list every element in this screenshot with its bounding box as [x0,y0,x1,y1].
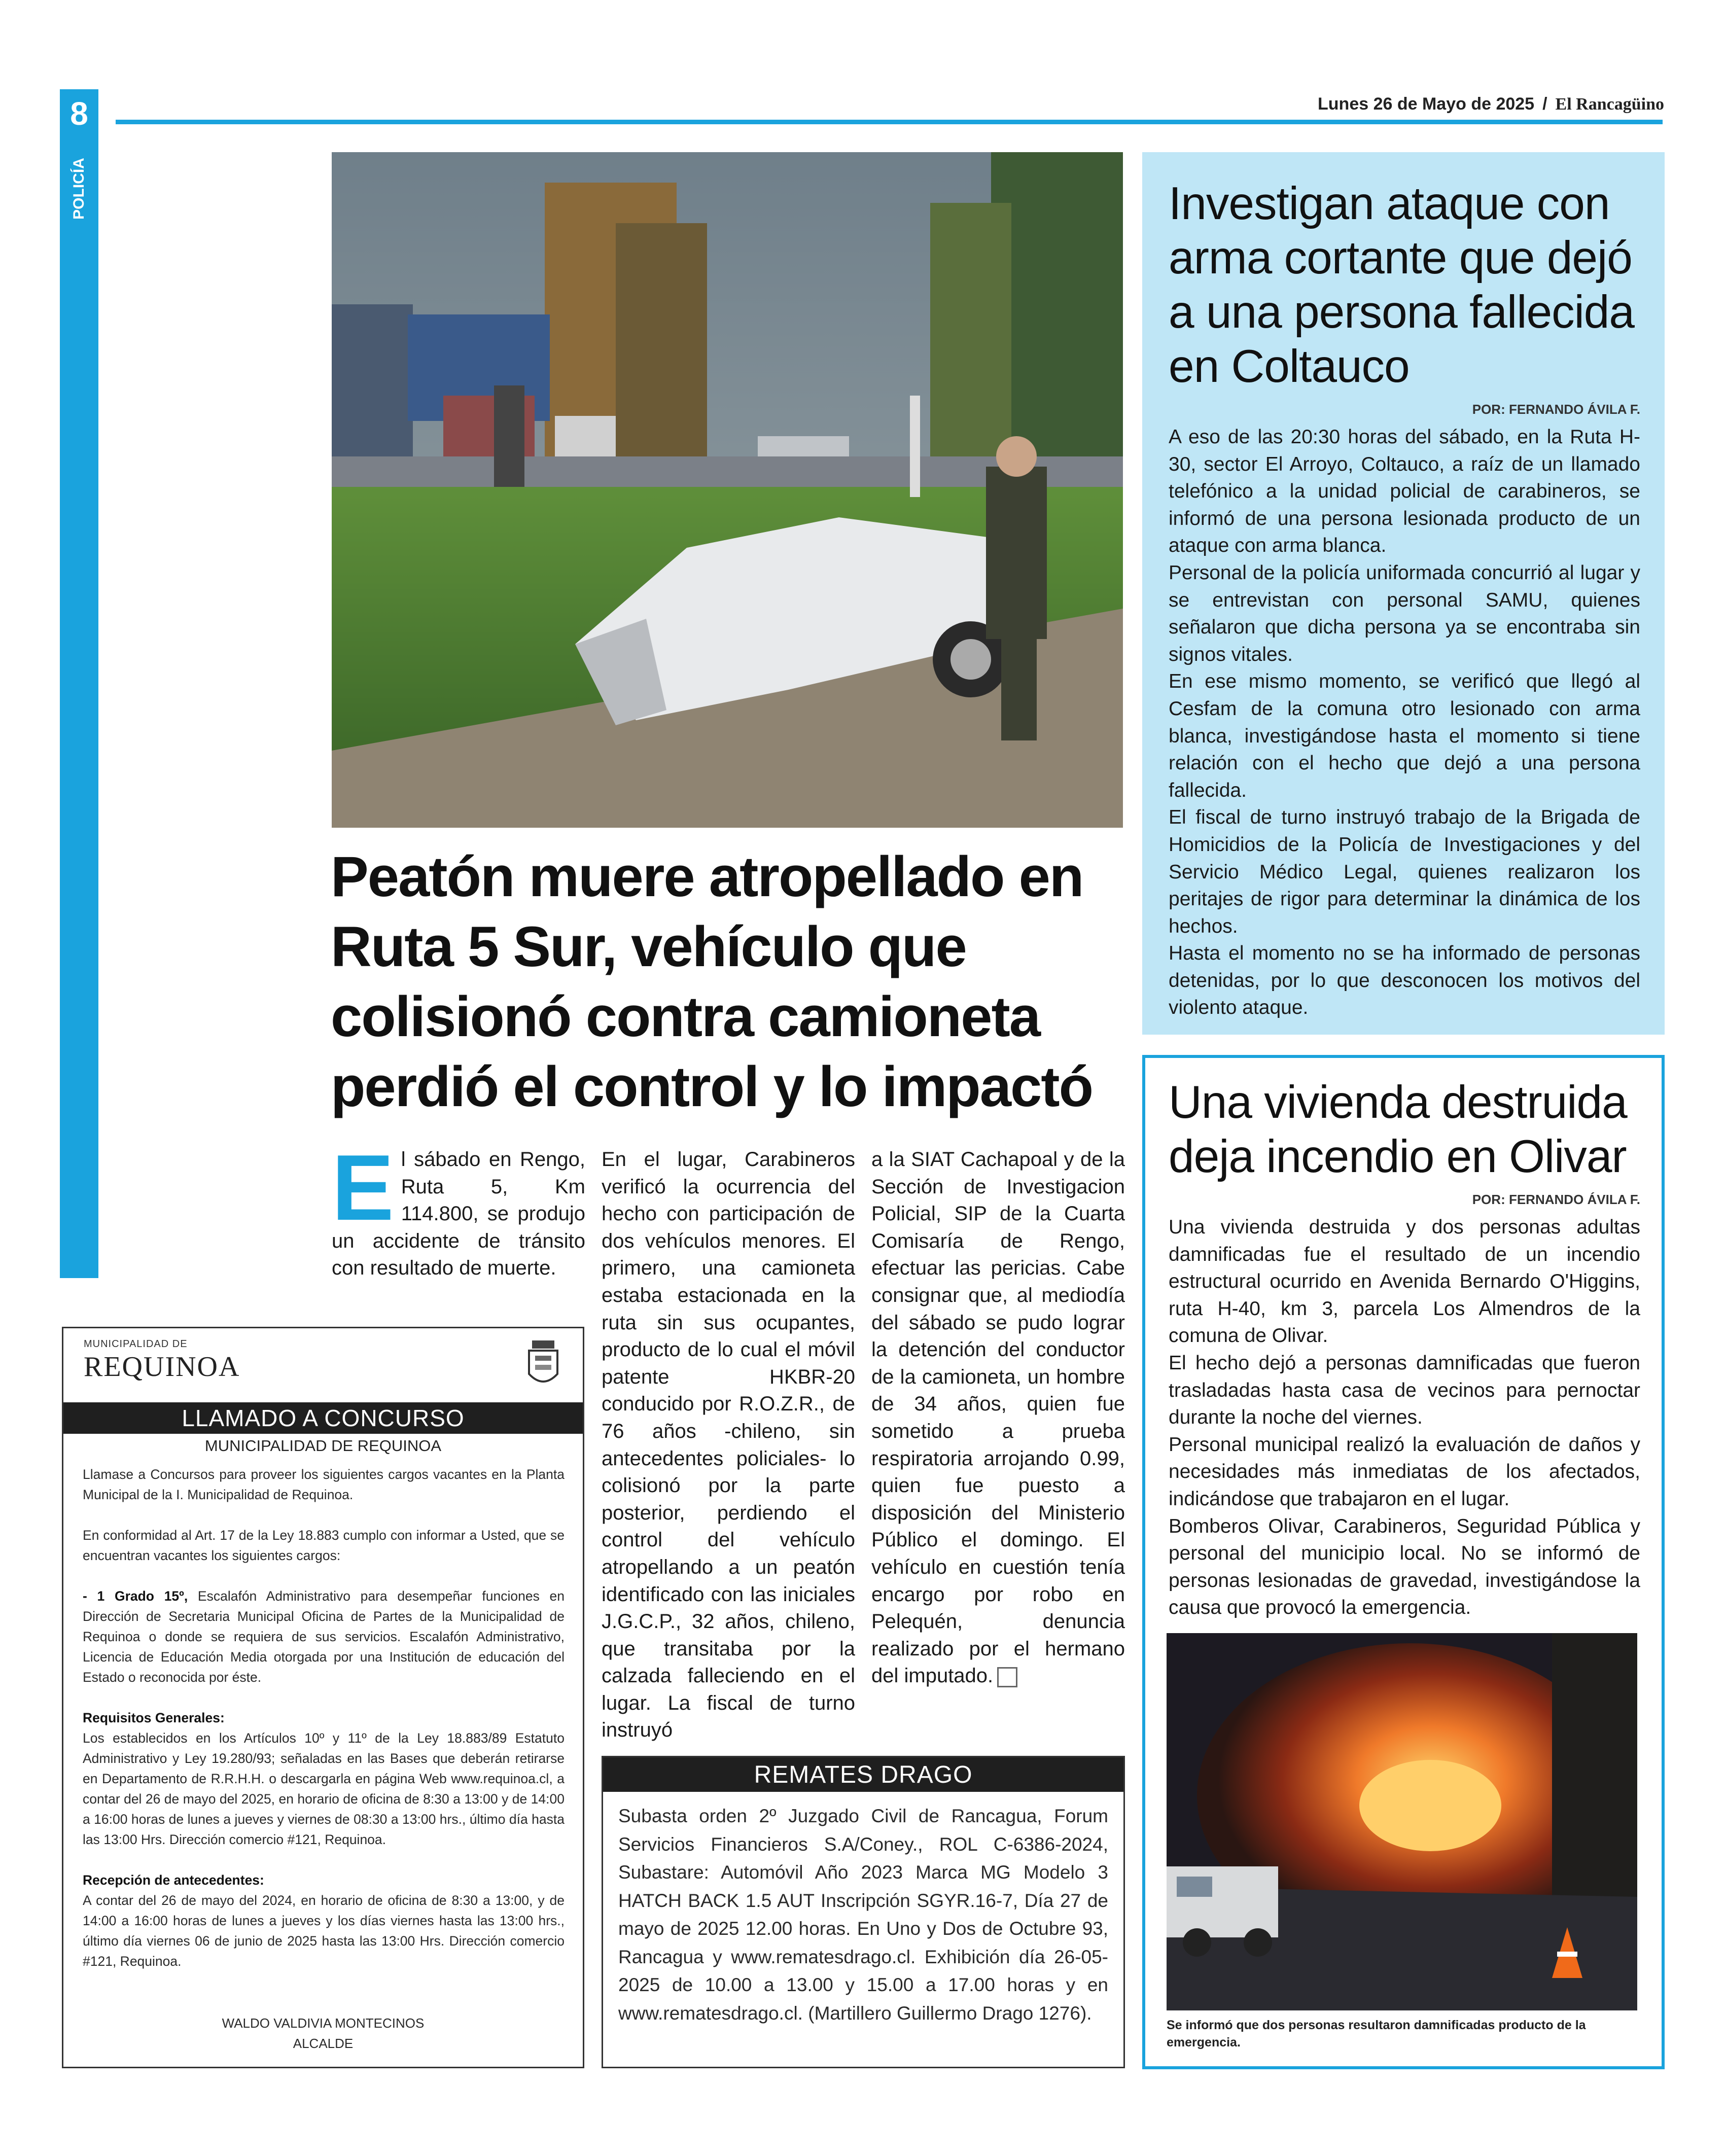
requinoa-ad [62,1327,584,2068]
end-of-article-icon [997,1667,1017,1687]
date: Lunes 26 de Mayo de 2025 [1318,94,1535,114]
article-column-3-text: a la SIAT Cachapoal y de la Sección de Investigacion Policial, SIP de la Cuarta Comisaría de Rengo, efectuar las pericias. Cabe consignar que, al mediodía del sábado se pudo lograr la detención del conductor de la camioneta, un hombre de 34 años, quien fue sometido a prueba respiratoria arrojando 0.99, quien fue puesto a disposición del Ministerio Público el domingo. El vehículo en cuestión tenía encargo por robo en Pelequén, denuncia realizado por el hermano del imputado. [871,1148,1125,1687]
page-number: 8 [60,89,98,138]
paragraph: El hecho dejó a personas damnificadas que fueron trasladadas hasta casa de vecinos para pernoctar durante la noche del viernes. [1169,1352,1640,1429]
dateline-separator: / [1542,94,1547,114]
drop-cap: E [332,1135,394,1240]
fire-scene-photo [1167,1633,1637,2010]
signer-title: ALCALDE [293,2036,354,2051]
article-column-1 [332,1135,585,1282]
ad-paragraph: Recepción de antecedentes: A contar del 26 de mayo del 2024, en horario de oficina de 8:30 a 13:00, y de 14:00 a 16:00 horas de lunes a jueves y los días viernes hasta las 13:00 hrs., último día viernes 06 de junio de 2025 hasta las 13:00 Hrs. Dirección comercio #121, Requinoa. [83,1870,565,1971]
side-article-1-title: Investigan ataque con arma cortante que dejó a una persona fallecida en Coltauco [1169,178,1635,392]
paragraph: En ese mismo momento, se verificó que llegó al Cesfam de la comuna otro lesionado con arma blanca, investigándose hasta el momento si tiene relación con el hecho que dejó a una persona fallecida. [1169,670,1640,801]
remates-body: Subasta orden 2º Juzgado Civil de Rancagua, Forum Servicios Financieros S.A/Coney., ROL C-6386-2024, Subastare: Automóvil Año 2023 Marca MG Modelo 3 HATCH BACK 1.5 AUT Inscripción SGYR.16-7, Día 27 de mayo de 2025 12.00 horas. En Uno y Dos de Octubre 93, Rancagua y www.rematesdrago.cl. Exhibición día 26-05-2025 de 10.00 a 13.00 y 15.00 a 17.00 horas y en www.rematesdrago.cl. (Martillero Guillermo Drago 1276). [618,1806,1108,2024]
paragraph: A eso de las 20:30 horas del sábado, en la Ruta H-30, sector El Arroyo, Coltauco, a raíz de un llamado telefónico a la unidad policial de carabineros, se informó de una persona lesionada producto de un ataque con arma blanca. [1169,426,1640,557]
side-article-1-byline: POR: FERNANDO ÁVILA F. [1472,402,1640,417]
signer-name: WALDO VALDIVIA MONTECINOS [222,2016,425,2031]
ad-section-title: Requisitos Generales: [83,1710,225,1725]
main-headline: Peatón muere atropellado en Ruta 5 Sur, vehículo que colisionó contra camioneta perdió el control y lo impactó [331,845,1093,1118]
municipal-crest-icon [527,1338,559,1391]
ad-body [83,1464,565,1992]
side-article-coltauco [1142,152,1665,1035]
section-sidebar [60,138,98,1278]
article-lead-text: l sábado en Rengo, Ruta 5, Km 114.800, se produjo un accidente de tránsito con resultado de muerte. [332,1148,585,1280]
ad-paragraph: Llamase a Concursos para proveer los siguientes cargos vacantes en la Planta Municipal de la I. Municipalidad de Requinoa. [83,1467,565,1502]
fire-photo-caption: Se informó que dos personas resultaron damnificadas producto de la emergencia. [1167,2018,1586,2049]
side-article-2-title: Una vivienda destruida deja incendio en Olivar [1169,1077,1627,1182]
section-label: POLICÍA [71,158,88,220]
side-article-2-byline: POR: FERNANDO ÁVILA F. [1472,1192,1640,1207]
crash-scene-photo [332,152,1123,828]
paragraph: Hasta el momento no se ha informado de personas detenidas, por lo que desconocen los motivos del violento ataque. [1169,942,1640,1019]
remates-banner: REMATES DRAGO [603,1757,1123,1792]
header-rule [116,120,1663,124]
article-column-2: En el lugar, Carabineros verificó la ocurrencia del hecho con participación de dos vehículos menores. El primero, una camioneta estaba estacionada en la ruta sin sus ocupantes, producto de lo cual el móvil patente HKBR-20 conducido por R.O.Z.R., de 76 años -chileno, sin antecedentes policiales- lo colisionó por la parte posterior, perdiendo el control del vehículo atropellando a un peatón identificado con las iniciales J.G.C.P., 32 años, chileno, que transitaba por la calzada falleciendo en el lugar. La fiscal de turno instruyó [602,1148,855,1742]
article-column-3 [871,1146,1125,1690]
paragraph: Una vivienda destruida y dos personas adultas damnificadas fue el resultado de un incendio estructural ocurrido en Avenida Bernardo O'Higgins, ruta H-40, km 3, parcela Los Almendros de la comuna de Olivar. [1169,1216,1640,1347]
ad-paragraph: Requisitos Generales: Los establecidos en los Artículos 10º y 11º de la Ley 18.883/89 Estatuto Administrativo y Ley 19.280/93; señaladas en las Bases que deberán retirarse en Departamento de R.R.H.H. o descargarla en página Web www.requinoa.cl, a contar del 26 de mayo del 2025, en horario de oficina de 8:30 a 13:00 y de 14:00 a 16:00 horas de lunes a jueves y viernes de 08:30 a 13:00 hrs., último día hasta las 13:00 Hrs. Dirección comercio #121, Requinoa. [83,1708,565,1850]
paragraph: Personal de la policía uniformada concurrió al lugar y se entrevistan con personal SAMU, quienes señalaron que dicha persona ya se encontraba sin signos vitales. [1169,561,1640,665]
dateline [1318,94,1664,114]
paragraph: Bomberos Olivar, Carabineros, Seguridad Pública y personal del municipio local. No se informó de personas lesionadas de gravedad, investigándose la causa que provocó la emergencia. [1169,1515,1640,1619]
remates-drago-ad [602,1756,1125,2068]
paragraph: El fiscal de turno instruyó trabajo de la Brigada de Homicidios de la Policía de Investigaciones y del Servicio Médico Legal, quienes realizaron los peritajes de rigor para determinar la dinámica de los hechos. [1169,806,1640,937]
side-article-2-body [1169,1214,1640,1621]
ad-subtitle: MUNICIPALIDAD DE REQUINOA [204,1437,442,1455]
newspaper-name: El Rancagüino [1555,95,1664,114]
ad-signature [63,2013,583,2054]
ad-paragraph: En conformidad al Art. 17 de la Ley 18.883 cumplo con informar a Usted, que se encuentran vacantes los siguientes cargos: [83,1528,565,1563]
ad-section-title: Recepción de antecedentes: [83,1872,264,1888]
ad-banner: LLAMADO A CONCURSO [63,1402,583,1434]
ad-paragraph: - 1 Grado 15º, Escalafón Administrativo para desempeñar funciones en Dirección de Secretaria Municipal Oficina de Partes de la Municipalidad de Requinoa o donde se requiera de sus servicios. Escalafón Administrativo, Licencia de Educación Media otorgada por una Institución de educación del Estado o reconocida por éste. [83,1588,565,1685]
paragraph: Personal municipal realizó la evaluación de daños y necesidades más inmediatas de los afectados, indicándose que trabajaron en el lugar. [1169,1433,1640,1510]
ad-grade: - 1 Grado 15º, [83,1588,188,1604]
ad-logo-subtitle: MUNICIPALIDAD DE [84,1338,188,1350]
side-article-1-body [1169,423,1640,1021]
requinoa-logo: REQUINOA [84,1351,240,1383]
